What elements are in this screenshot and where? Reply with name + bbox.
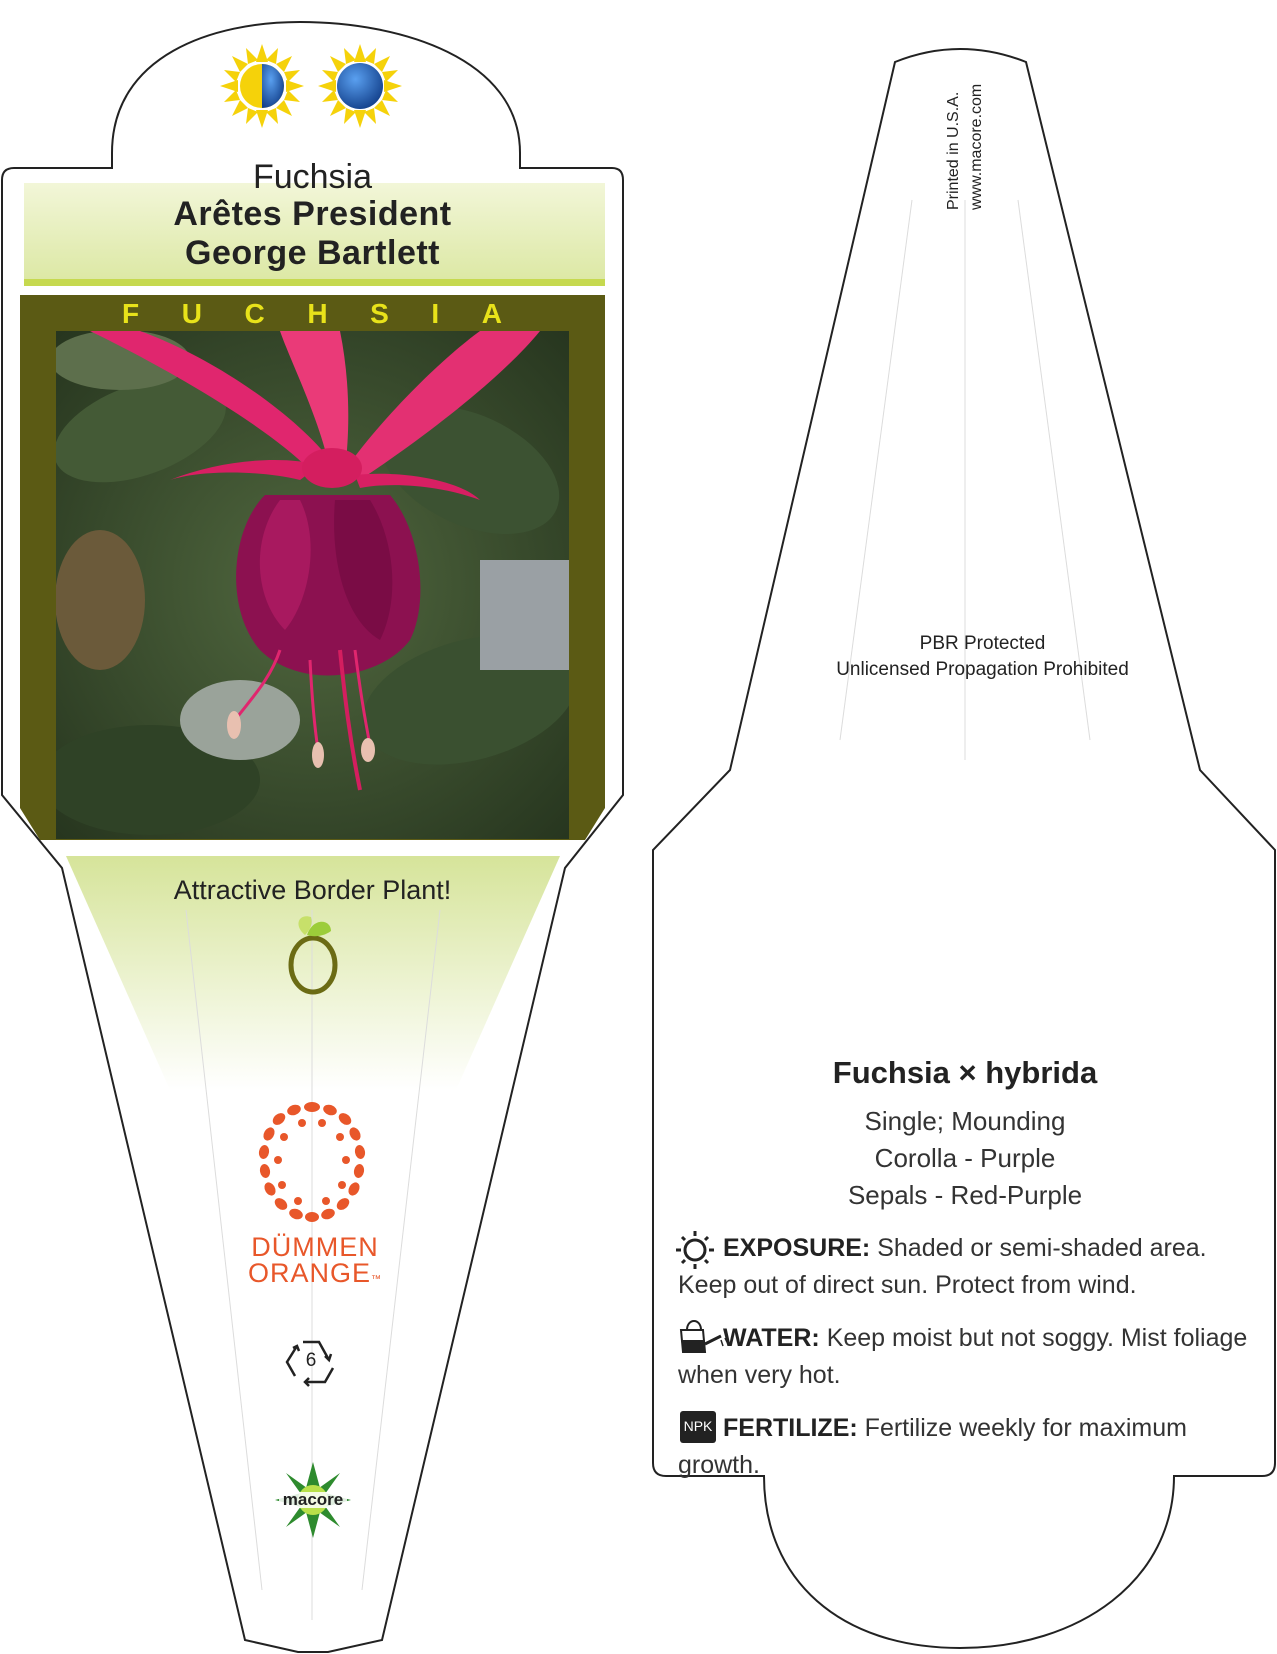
pbr-line-1: PBR Protected — [919, 633, 1046, 654]
front-genus-label: Fuchsia — [252, 158, 373, 196]
front-series-title — [122, 298, 502, 330]
series-letter: S — [370, 298, 389, 329]
recycle-code: 6 — [305, 1350, 317, 1371]
description-line: Single; Mounding — [864, 1106, 1066, 1136]
series-letter: C — [244, 298, 265, 329]
series-letter: F — [122, 298, 140, 329]
care-text: Keep moist but not soggy. Mist foliage when very hot. — [678, 1324, 1248, 1389]
description-line: Sepals - Red-Purple — [847, 1180, 1083, 1210]
series-letter: U — [181, 298, 202, 329]
breeder-name-line-2 — [230, 1258, 400, 1289]
front-tagline: Attractive Border Plant! — [173, 875, 452, 905]
care-water — [678, 1320, 1268, 1394]
care-exposure — [678, 1230, 1268, 1304]
front-variety-line-2: George Bartlett — [185, 234, 440, 272]
series-letter: H — [307, 298, 328, 329]
series-letter: I — [431, 298, 440, 329]
series-letter: A — [481, 298, 502, 329]
npk-badge-text: NPK — [683, 1418, 713, 1434]
care-text: Shaded or semi-shaded area. Keep out of direct sun. Protect from wind. — [678, 1234, 1207, 1299]
description-line: Corolla - Purple — [874, 1143, 1056, 1173]
botanical-name: Fuchsia × hybrida — [832, 1055, 1098, 1090]
care-fertilize — [678, 1410, 1268, 1484]
partial-sun-icon — [220, 44, 304, 128]
breeder-name-text: ORANGE — [247, 1258, 372, 1288]
breeder-name-line-1: DÜMMEN — [251, 1232, 379, 1262]
front-header-rule — [24, 279, 605, 286]
care-label: WATER: — [723, 1324, 820, 1352]
back-tag-outline — [653, 49, 1275, 1648]
printer-logo-text: macore — [282, 1490, 344, 1509]
care-label: EXPOSURE: — [723, 1234, 871, 1262]
full-shade-icon — [318, 44, 402, 128]
website-label: www.macore.com — [968, 83, 985, 210]
fuchsia-photo — [40, 330, 592, 839]
trademark-symbol: ™ — [371, 1274, 383, 1285]
pbr-line-2: Unlicensed Propagation Prohibited — [836, 659, 1129, 680]
care-label: FERTILIZE: — [723, 1414, 858, 1442]
front-variety-line-1: Arêtes President — [173, 195, 452, 233]
care-text: Fertilize weekly for maximum growth. — [678, 1414, 1187, 1479]
printed-in-label: Printed in U.S.A. — [945, 91, 962, 210]
